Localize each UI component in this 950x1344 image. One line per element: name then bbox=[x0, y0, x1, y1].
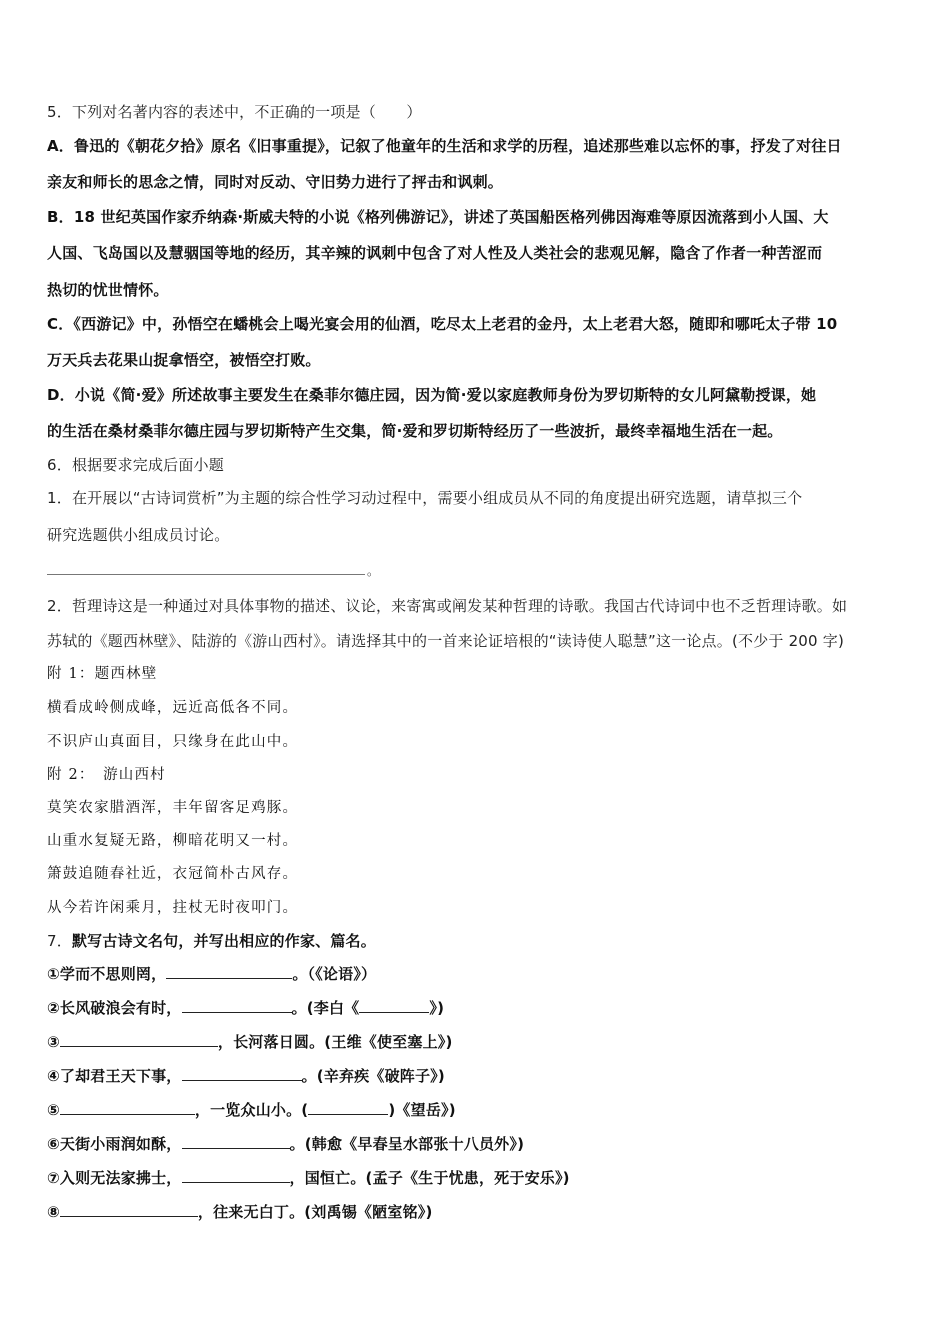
title-blank[interactable] bbox=[359, 998, 429, 1013]
q6-sub1-line2: 研究选题供小组成员讨论。 bbox=[47, 526, 230, 544]
q5-option-d-line2: 的生活在桑材桑菲尔德庄园与罗切斯特产生交集，简·爱和罗切斯特经历了一些波折，最终幸福地生活在一起。 bbox=[47, 422, 783, 440]
q5-option-c-line1 bbox=[47, 314, 837, 334]
fill-blank[interactable] bbox=[182, 1168, 290, 1183]
q7-number: 7． bbox=[47, 932, 72, 950]
q5-option-b-line1 bbox=[47, 207, 829, 227]
q7-stem bbox=[47, 931, 376, 951]
poem-2-verse-3: 箫鼓追随春社近，衣冠简朴古风存。 bbox=[47, 866, 299, 882]
fill-blank[interactable] bbox=[182, 1066, 302, 1081]
q5-stem: 5．下列对名著内容的表述中，不正确的一项是（ ） bbox=[47, 103, 422, 121]
q6-sub2-line1: 2．哲理诗这是一种通过对具体事物的描述、议论，来寄寓或阐发某种哲理的诗歌。我国古代诗词中也不乏哲理诗歌。如 bbox=[47, 597, 848, 615]
option-label: B． bbox=[47, 208, 74, 226]
item-prompt: ⑤ bbox=[47, 1101, 60, 1119]
q7-item-6 bbox=[47, 1134, 524, 1154]
item-prompt: ①学而不思则罔， bbox=[47, 965, 167, 983]
item-prompt: ②长风破浪会有时， bbox=[47, 999, 182, 1017]
q5-option-b-line2: 人国、飞岛国以及慧骃国等地的经历，其辛辣的讽刺中包含了对人性及人类社会的悲观见解，隐含了作者一种苦涩而 bbox=[47, 244, 823, 262]
q7-item-1 bbox=[47, 964, 376, 984]
fill-blank[interactable] bbox=[182, 1134, 290, 1149]
option-label: C． bbox=[47, 315, 74, 333]
q5-option-a-line1 bbox=[47, 136, 842, 156]
appendix-2-title: 附 2： 游山西村 bbox=[47, 767, 166, 783]
answer-end-mark: 。 bbox=[367, 564, 380, 578]
author-blank[interactable] bbox=[308, 1100, 388, 1115]
item-source: 。(辛弃疾《破阵子》) bbox=[301, 1067, 445, 1085]
item-prompt: ③ bbox=[47, 1033, 60, 1051]
q7-item-5 bbox=[47, 1100, 456, 1120]
fill-blank[interactable] bbox=[166, 964, 292, 979]
poem-1-verse-1: 横看成岭侧成峰，远近高低各不同。 bbox=[47, 700, 299, 716]
item-source: 。(李白《 bbox=[291, 999, 360, 1017]
q7-item-3 bbox=[47, 1032, 453, 1052]
fill-blank[interactable] bbox=[60, 1100, 195, 1115]
appendix-1-title: 附 1：题西林壁 bbox=[47, 666, 158, 682]
q6-sub2-line2: 苏轼的《题西林壁》、陆游的《游山西村》。请选择其中的一首来论证培根的“读诗使人聪慧”这一论点。(不少于 200 字) bbox=[47, 632, 845, 650]
q5-option-c-line2: 万天兵去花果山捉拿悟空，被悟空打败。 bbox=[47, 351, 321, 369]
q7-item-4 bbox=[47, 1066, 445, 1086]
option-text: 18 世纪英国作家乔纳森·斯威夫特的小说《格列佛游记》，讲述了英国船医格列佛因海难等原因流落到小人国、大 bbox=[73, 208, 829, 226]
option-text: 鲁迅的《朝花夕拾》原名《旧事重提》，记叙了他童年的生活和求学的历程，追述那些难以忘怀的事，抒发了对往日 bbox=[74, 137, 842, 155]
item-prompt: ④了却君王天下事， bbox=[47, 1067, 182, 1085]
q5-option-b-line3: 热切的忧世情怀。 bbox=[47, 281, 169, 299]
item-source: ，国恒亡。(孟子《生于忧患，死于安乐》) bbox=[289, 1169, 570, 1187]
item-source: ，一览众山小。( bbox=[194, 1101, 309, 1119]
q7-stem-text: 默写古诗文名句，并写出相应的作家、篇名。 bbox=[71, 932, 376, 950]
item-source-end: )《望岳》) bbox=[388, 1101, 456, 1119]
item-source-end: 》) bbox=[429, 999, 445, 1017]
item-prompt: ⑧ bbox=[47, 1203, 60, 1221]
q6-stem: 6．根据要求完成后面小题 bbox=[47, 456, 224, 474]
poem-2-verse-2: 山重水复疑无路，柳暗花明又一村。 bbox=[47, 833, 299, 849]
q7-item-8 bbox=[47, 1202, 433, 1222]
option-text: 《西游记》中，孙悟空在蟠桃会上喝光宴会用的仙酒，吃尽太上老君的金丹，太上老君大怒，随即和哪吒太子带 10 bbox=[73, 315, 838, 333]
q5-option-a-line2: 亲友和师长的思念之情，同时对反动、守旧势力进行了抨击和讽刺。 bbox=[47, 173, 504, 191]
option-label: A． bbox=[47, 137, 75, 155]
q7-item-7 bbox=[47, 1168, 570, 1188]
q6-sub1-line1: 1．在开展以“古诗词赏析”为主题的综合性学习动过程中，需要小组成员从不同的角度提出研究选题，请草拟三个 bbox=[47, 489, 803, 507]
item-source: 。（《论语》） bbox=[292, 965, 377, 983]
item-source: ，长河落日圆。(王维《使至塞上》) bbox=[217, 1033, 453, 1051]
item-prompt: ⑦入则无法家拂士， bbox=[47, 1169, 182, 1187]
item-prompt: ⑥天街小雨润如酥， bbox=[47, 1135, 182, 1153]
poem-1-verse-2: 不识庐山真面目，只缘身在此山中。 bbox=[47, 734, 299, 750]
option-text: 小说《简·爱》所述故事主要发生在桑菲尔德庄园，因为简·爱以家庭教师身份为罗切斯特的女儿阿黛勒授课，她 bbox=[74, 386, 817, 404]
option-label: D． bbox=[47, 386, 75, 404]
q5-option-d-line1 bbox=[47, 385, 816, 405]
poem-2-verse-1: 莫笑农家腊酒浑，丰年留客足鸡豚。 bbox=[47, 800, 299, 816]
fill-blank[interactable] bbox=[60, 1202, 198, 1217]
fill-blank[interactable] bbox=[60, 1032, 218, 1047]
q7-item-2 bbox=[47, 998, 444, 1018]
fill-blank[interactable] bbox=[182, 998, 292, 1013]
answer-blank-line[interactable] bbox=[47, 574, 365, 575]
item-source: ，往来无白丁。(刘禹锡《陋室铭》) bbox=[197, 1203, 433, 1221]
poem-2-verse-4: 从今若许闲乘月，拄杖无时夜叩门。 bbox=[47, 900, 299, 916]
item-source: 。(韩愈《早春呈水部张十八员外》) bbox=[289, 1135, 525, 1153]
